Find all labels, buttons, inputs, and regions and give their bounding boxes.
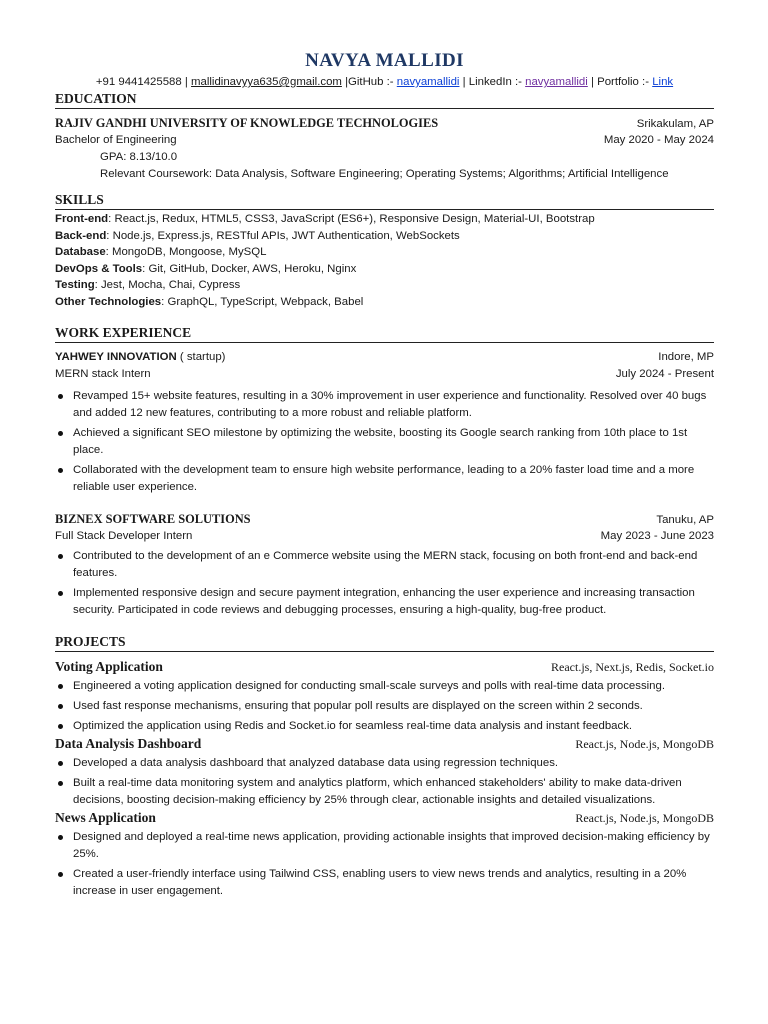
resume-page: [55, 48, 714, 900]
skill-value: : Git, GitHub, Docker, AWS, Heroku, Nginx: [142, 262, 357, 275]
education-degree-row: [55, 132, 714, 149]
bullet-text: Used fast response mechanisms, ensuring that popular poll results are displayed on the screen within 2 seconds.: [73, 700, 643, 712]
job-header-row: [55, 511, 714, 528]
projects-heading: PROJECTS: [55, 633, 714, 652]
job-bullets: [55, 548, 714, 619]
job-dates: July 2024 - Present: [615, 368, 714, 380]
list-item: [55, 829, 714, 863]
skill-label: Testing: [55, 279, 95, 291]
bullet-text: Created a user-friendly interface using Tailwind CSS, enabling users to view news trends and analytics, resulting in a 20% increase in user engagement.: [73, 868, 687, 897]
project-entry: [55, 735, 714, 809]
company-name: YAHWEY INNOVATION: [55, 351, 177, 363]
education-dates: May 2020 - May 2024: [603, 134, 714, 146]
bullet-icon: [58, 835, 63, 840]
email-link[interactable]: mallidinavyya635@gmail.com: [191, 76, 342, 88]
list-item: [55, 462, 714, 496]
project-header-row: [55, 658, 714, 676]
project-stack: React.js, Node.js, MongoDB: [575, 811, 714, 825]
candidate-name: NAVYA MALLIDI: [305, 50, 464, 71]
university-name: RAJIV GANDHI UNIVERSITY OF KNOWLEDGE TECHNOLOGIES: [55, 116, 439, 130]
bullet-icon: [58, 781, 63, 786]
project-name: Data Analysis Dashboard: [55, 736, 202, 751]
skill-label: Other Technologies: [55, 295, 162, 308]
job-role: MERN stack Intern: [55, 368, 151, 380]
list-item: [55, 775, 714, 809]
bullet-icon: [58, 468, 63, 473]
bullet-text: Developed a data analysis dashboard that analyzed database data using regression techniques.: [73, 757, 559, 769]
portfolio-label: | Portfolio :-: [590, 76, 650, 88]
job-dates: May 2023 - June 2023: [600, 530, 714, 542]
skills-heading: SKILLS: [55, 191, 714, 210]
skill-value: : Node.js, Express.js, RESTful APIs, JWT Authentication, WebSockets: [106, 229, 460, 242]
skill-label: Front-end: [55, 213, 109, 225]
bullet-text: Collaborated with the development team to ensure high website performance, leading to a 20% faster load time and a more reliable user experience.: [73, 464, 695, 493]
skill-line: [55, 261, 714, 278]
education-university-row: [55, 115, 714, 132]
linkedin-link[interactable]: navyamallidi: [525, 76, 588, 88]
skill-line: [55, 294, 714, 311]
job-role-row: [55, 366, 714, 383]
skill-label: Database: [55, 246, 106, 258]
project-name: News Application: [55, 810, 156, 825]
list-item: [55, 866, 714, 900]
skill-label: DevOps & Tools: [55, 262, 143, 275]
skill-line: [55, 277, 714, 294]
education-heading: EDUCATION: [55, 90, 714, 109]
skill-label: Back-end: [55, 229, 107, 242]
bullet-text: Achieved a significant SEO milestone by optimizing the website, boosting its Google search ranking from 10th place to 1st place.: [73, 427, 688, 456]
bullet-text: Contributed to the development of an e Commerce website using the MERN stack, focusing on both front-end and back-end features.: [73, 550, 698, 579]
project-bullets: [55, 678, 714, 735]
company-note: ( startup): [176, 351, 226, 363]
gpa: GPA: 8.13/10.0: [100, 151, 178, 163]
list-item: [55, 585, 714, 619]
bullet-text: Engineered a voting application designed for conducting small-scale surveys and polls with real-time data processing.: [73, 680, 666, 692]
bullet-icon: [58, 724, 63, 729]
bullet-text: Revamped 15+ website features, resulting in a 30% improvement in user experience and functionality. Resolved over 40 bugs and added 12 new features, contributing to a more robust and reliable platform.: [73, 390, 707, 419]
skills-list: [55, 211, 714, 310]
job-entry: [55, 349, 714, 496]
bullet-icon: [58, 431, 63, 436]
project-entry: [55, 809, 714, 900]
coursework: Relevant Coursework: Data Analysis, Software Engineering; Operating Systems; Algorithms; Artificial Intelligence: [100, 168, 669, 180]
project-stack: React.js, Next.js, Redis, Socket.io: [551, 660, 714, 674]
bullet-text: Designed and deployed a real-time news application, providing actionable insights that improved decision-making efficiency by 25%.: [73, 831, 710, 860]
university-location: Srikakulam, AP: [636, 118, 714, 130]
separator: |: [184, 76, 188, 88]
job-role-row: [55, 528, 714, 545]
skill-line: [55, 244, 714, 261]
skill-value: : GraphQL, TypeScript, Webpack, Babel: [161, 295, 364, 308]
job-header-row: [55, 349, 714, 366]
degree: Bachelor of Engineering: [55, 134, 177, 146]
project-name: Voting Application: [55, 659, 163, 674]
job-role: Full Stack Developer Intern: [55, 530, 193, 542]
portfolio-link[interactable]: Link: [652, 76, 674, 88]
skill-value: : React.js, Redux, HTML5, CSS3, JavaScript (ES6+), Responsive Design, Material-UI, Bootstrap: [108, 213, 595, 225]
contact-line: [55, 74, 714, 90]
job-bullets: [55, 388, 714, 496]
bullet-icon: [58, 554, 63, 559]
project-entry: [55, 658, 714, 735]
project-bullets: [55, 755, 714, 809]
linkedin-label: | LinkedIn :-: [462, 76, 522, 88]
bullet-icon: [58, 704, 63, 709]
bullet-icon: [58, 872, 63, 877]
skill-line: [55, 228, 714, 245]
job-entry: [55, 511, 714, 619]
list-item: [55, 698, 714, 715]
project-bullets: [55, 829, 714, 900]
work-heading: WORK EXPERIENCE: [55, 324, 714, 343]
skill-value: : Jest, Mocha, Chai, Cypress: [94, 279, 241, 291]
bullet-icon: [58, 761, 63, 766]
skill-line: [55, 211, 714, 228]
bullet-text: Implemented responsive design and secure payment integration, enhancing the user experience and increasing transaction security. Participated in code reviews and debugging processes, ensuring a high-quality, bug-free product.: [73, 587, 695, 616]
project-header-row: [55, 735, 714, 753]
list-item: [55, 388, 714, 422]
bullet-icon: [58, 394, 63, 399]
list-item: [55, 755, 714, 772]
bullet-icon: [58, 591, 63, 596]
bullet-text: Built a real-time data monitoring system and analytics platform, which enhanced stakeholders' ability to make data-driven decisions, boosting decision-making efficiency by 25% through clear, actionable insights and detailed visualizations.: [73, 777, 682, 806]
bullet-icon: [58, 684, 63, 689]
skill-value: : MongoDB, Mongoose, MySQL: [105, 246, 267, 258]
phone-number: +91 9441425588: [95, 76, 182, 88]
list-item: [55, 548, 714, 582]
project-stack: React.js, Node.js, MongoDB: [575, 737, 714, 751]
job-location: Indore, MP: [658, 351, 714, 363]
list-item: [55, 425, 714, 459]
job-location: Tanuku, AP: [656, 514, 714, 526]
github-link[interactable]: navyamallidi: [396, 76, 460, 88]
list-item: [55, 718, 714, 735]
bullet-text: Optimized the application using Redis and Socket.io for seamless real-time data analysis and instant feedback.: [73, 720, 633, 732]
github-label: |GitHub :-: [345, 76, 394, 88]
project-header-row: [55, 809, 714, 827]
list-item: [55, 678, 714, 695]
company-name: BIZNEX SOFTWARE SOLUTIONS: [55, 512, 251, 526]
